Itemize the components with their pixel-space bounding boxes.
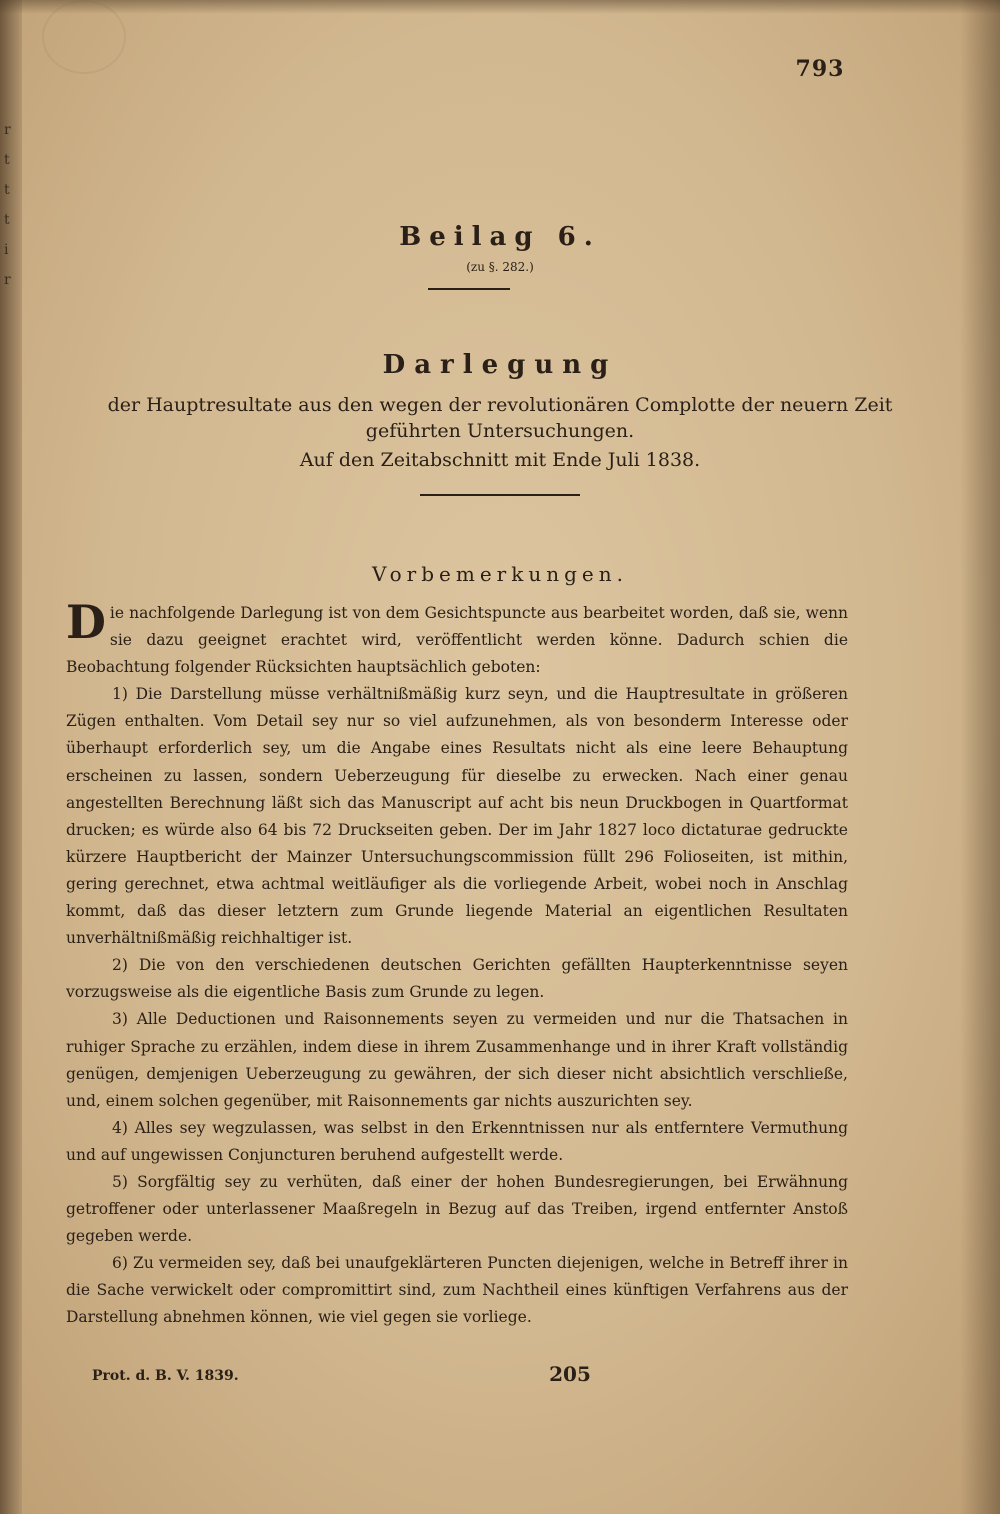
margin-mark: t xyxy=(4,182,10,198)
page-number: 793 xyxy=(795,56,845,82)
subtitle-line: Auf den Zeitabschnitt mit Ende Juli 1838. xyxy=(299,449,701,471)
list-item: 4) Alles sey wegzulassen, was selbst in den Erkenntnissen nur als entferntere Vermuthung und auf ungewissen Conjuncturen beruhend aufgestellt werde. xyxy=(66,1118,848,1164)
list-item: 5) Sorgfältig sey zu verhüten, daß einer der hohen Bundesregierungen, bei Erwähnung getroffener oder unterlassener Maaßregeln in Bezug auf das Treiben, irgend entfernter Anstoß gegeben werde. xyxy=(66,1172,848,1246)
body-text xyxy=(66,595,848,1332)
subtitle-line: geführten Untersuchungen. xyxy=(365,420,635,442)
page-edge-shadow xyxy=(960,0,1000,1514)
page-top-shadow xyxy=(0,0,1000,14)
margin-mark: r xyxy=(4,122,11,138)
section-heading: Vorbemerkungen. xyxy=(372,562,628,586)
margin-mark: i xyxy=(4,242,9,258)
library-stamp xyxy=(42,0,126,74)
divider-rule xyxy=(420,494,580,496)
intro-text: ie nachfolgende Darlegung ist von dem Gesichtspuncte aus bearbeitet worden, daß sie, wenn sie dazu geeignet erachtet wird, veröffentlicht werden könne. Dadurch schien die Beobachtung folgender Rücksichten hauptsächlich geboten: xyxy=(66,604,848,677)
section-reference: (zu §. 282.) xyxy=(466,260,534,274)
divider-rule xyxy=(428,288,510,290)
appendix-title: Beilag 6. xyxy=(399,222,601,252)
list-item: 3) Alle Deductionen und Raisonnements seyen zu vermeiden und nur die Thatsachen in ruhiger Sprache zu erzählen, indem diese in ihrem Zusammenhange und in ihrer Kraft vollständig genügen, demjenigen Ueberzeugung zu gewähren, der sich dieser nicht absichtlich verschließe, und, einem solchen gegenüber, mit Raisonnements gar nichts auszurichten sey. xyxy=(66,1010,848,1110)
subtitle-line: der Hauptresultate aus den wegen der revolutionären Complotte der neuern Zeit xyxy=(107,394,893,416)
margin-mark: t xyxy=(4,152,10,168)
document-title: Darlegung xyxy=(382,350,618,380)
sheet-number: 205 xyxy=(549,1362,591,1386)
margin-mark: t xyxy=(4,212,10,228)
list-item: 2) Die von den verschiedenen deutschen Gerichten gefällten Haupterkenntnisse seyen vorzugsweise als die eigentliche Basis zum Grunde zu legen. xyxy=(66,956,848,1002)
margin-mark: r xyxy=(4,272,11,288)
intro-paragraph xyxy=(66,595,848,681)
footer-signature: Prot. d. B. V. 1839. xyxy=(92,1368,239,1384)
list-item: 1) Die Darstellung müsse verhältnißmäßig kurz seyn, und die Hauptresultate in größeren Zügen enthalten. Vom Detail sey nur so viel aufzunehmen, als von besonderm Interesse oder überhaupt erforderlich sey, um die Angabe eines Resultats nicht als eine leere Behauptung erscheinen zu lassen, sondern Ueberzeugung für dieselbe zu erwecken. Nach einer genau angestellten Berechnung läßt sich das Manuscript auf acht bis neun Druckbogen in Quartformat drucken; es würde also 64 bis 72 Druckseiten geben. Der im Jahr 1827 loco dictaturae gedruckte kürzere Hauptbericht der Mainzer Untersuchungscommission füllt 296 Folioseiten, ist mithin, gering gerechnet, etwa achtmal weitläufiger als die vorliegende Arbeit, wobei noch in Anschlag kommt, daß das dieser letztern zum Grunde liegende Material an eigentlichen Resultaten unverhältnißmäßig reichhaltiger ist. xyxy=(66,685,848,948)
list-item: 6) Zu vermeiden sey, daß bei unaufgeklärteren Puncten diejenigen, welche in Betreff ihrer in die Sache verwickelt oder compromittirt sind, zum Nachtheil eines künftigen Verfahrens aus der Darstellung abnehmen können, wie viel gegen sie vorliege. xyxy=(66,1254,848,1327)
drop-cap: D xyxy=(66,595,106,649)
